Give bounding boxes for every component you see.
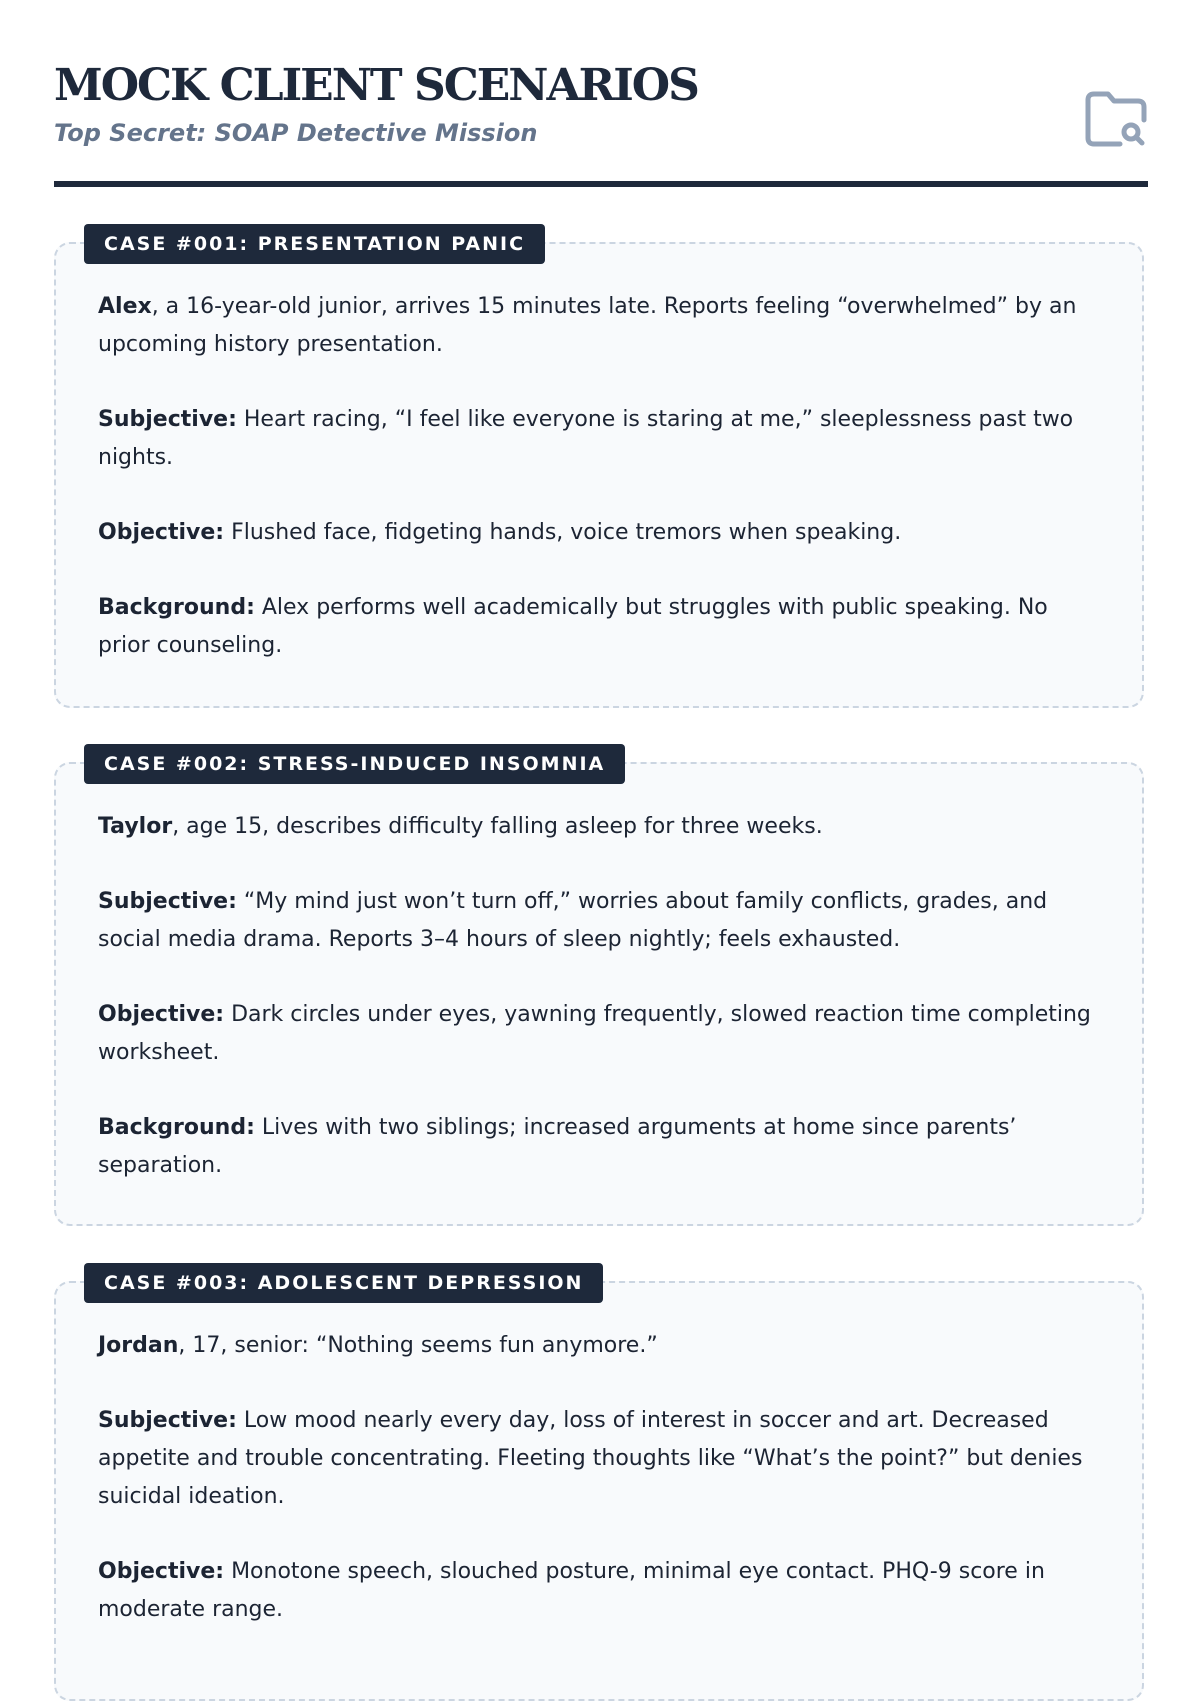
folder-search-icon [1084, 90, 1148, 148]
client-name: Jordan [98, 1333, 179, 1358]
subjective-text: Low mood nearly every day, loss of interest in soccer and art. Decreased appetite and trouble concentrating. Fleeting thoughts like “What’s the point?” but denies suicidal ideation. [98, 1408, 1083, 1509]
subjective-section [98, 1402, 1102, 1516]
page-subtitle: Top Secret: SOAP Detective Mission [54, 119, 538, 147]
subjective-label: Subjective: [98, 889, 237, 914]
objective-text: Dark circles under eyes, yawning frequently, slowed reaction time completing worksheet. [98, 1002, 1091, 1065]
page-title: MOCK CLIENT SCENARIOS [54, 60, 698, 111]
background-label: Background: [98, 1115, 255, 1140]
subjective-text: “My mind just won’t turn off,” worries about family conflicts, grades, and social media drama. Reports 3–4 hours of sleep nightly; feels exhausted. [98, 889, 1048, 952]
subjective-section [98, 401, 1102, 477]
objective-section [98, 996, 1102, 1072]
background-label: Background: [98, 595, 255, 620]
case-tag: CASE #002: STRESS-INDUCED INSOMNIA [84, 744, 625, 784]
case-body [56, 244, 1142, 695]
case-card-003 [54, 1272, 1144, 1701]
header-divider [54, 181, 1148, 187]
objective-section [98, 1553, 1102, 1629]
header [54, 56, 1148, 148]
background-section [98, 589, 1102, 665]
objective-label: Objective: [98, 1559, 225, 1584]
client-name: Alex [98, 294, 152, 319]
case-card-002 [54, 753, 1144, 1226]
background-text: Lives with two siblings; increased arguments at home since parents’ separation. [98, 1115, 1017, 1178]
subjective-label: Subjective: [98, 1408, 237, 1433]
client-name: Taylor [98, 814, 173, 839]
subjective-label: Subjective: [98, 407, 237, 432]
case-body [56, 764, 1142, 1215]
subjective-text: Heart racing, “I feel like everyone is staring at me,” sleeplessness past two nights. [98, 407, 1074, 470]
case-intro [98, 288, 1102, 364]
subjective-section [98, 883, 1102, 959]
objective-text: Monotone speech, slouched posture, minimal eye contact. PHQ-9 score in moderate range. [98, 1559, 1045, 1622]
intro-text: , a 16-year-old junior, arrives 15 minutes late. Reports feeling “overwhelmed” by an upcoming history presentation. [98, 294, 1077, 357]
background-text: Alex performs well academically but struggles with public speaking. No prior counseling. [98, 595, 1048, 658]
objective-label: Objective: [98, 1002, 225, 1027]
intro-text: , 17, senior: “Nothing seems fun anymore.” [178, 1333, 658, 1358]
objective-text: Flushed face, fidgeting hands, voice tremors when speaking. [224, 520, 902, 545]
case-body [56, 1283, 1142, 1659]
intro-text: , age 15, describes difficulty falling asleep for three weeks. [172, 814, 823, 839]
objective-label: Objective: [98, 520, 225, 545]
background-section [98, 1109, 1102, 1185]
case-card-001 [54, 233, 1144, 708]
objective-section [98, 514, 1102, 552]
case-intro [98, 1327, 1102, 1365]
case-tag: CASE #003: ADOLESCENT DEPRESSION [84, 1263, 603, 1303]
case-tag: CASE #001: PRESENTATION PANIC [84, 224, 545, 264]
case-intro [98, 808, 1102, 846]
